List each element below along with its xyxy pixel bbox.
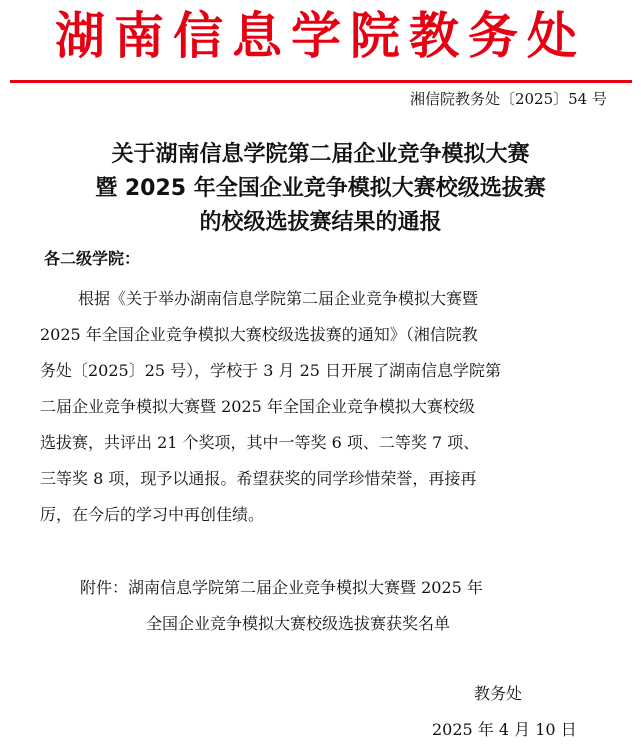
body-line: 三等奖 8 项，现予以通报。希望获奖的同学珍惜荣誉，再接再 (40, 469, 477, 488)
attachment-note (80, 570, 620, 642)
signer: 教务处 (474, 684, 523, 703)
body-line: 二届企业竞争模拟大赛暨 2025 年全国企业竞争模拟大赛校级 (40, 397, 475, 416)
document-title (0, 138, 641, 240)
issue-date: 2025 年 4 月 10 日 (432, 720, 577, 739)
masthead-title: 湖南信息学院教务处 (55, 7, 586, 65)
attachment-line: 全国企业竞争模拟大赛校级选拔赛获奖名单 (146, 614, 451, 633)
attachment-line: 附件：湖南信息学院第二届企业竞争模拟大赛暨 2025 年 (80, 578, 483, 597)
body-line: 选拔赛，共评出 21 个奖项，其中一等奖 6 项、二等奖 7 项、 (40, 433, 480, 452)
document-number: 湘信院教务处〔2025〕54 号 (409, 90, 607, 108)
title-line-3: 的校级选拔赛结果的通报 (199, 210, 442, 235)
body-line: 2025 年全国企业竞争模拟大赛校级选拔赛的通知》（湘信院教 (40, 325, 478, 344)
title-line-1: 关于湖南信息学院第二届企业竞争模拟大赛 (111, 142, 530, 167)
body-line: 根据《关于举办湖南信息学院第二届企业竞争模拟大赛暨 (78, 289, 479, 308)
masthead-red-rule (10, 80, 632, 83)
body-line: 务处〔2025〕25 号），学校于 3 月 25 日开展了湖南信息学院第 (40, 361, 502, 380)
addressee: 各二级学院： (44, 249, 141, 268)
body-paragraph (40, 281, 620, 533)
title-line-2: 暨 2025 年全国企业竞争模拟大赛校级选拔赛 (95, 176, 546, 201)
body-line: 厉，在今后的学习中再创佳绩。 (40, 505, 265, 524)
